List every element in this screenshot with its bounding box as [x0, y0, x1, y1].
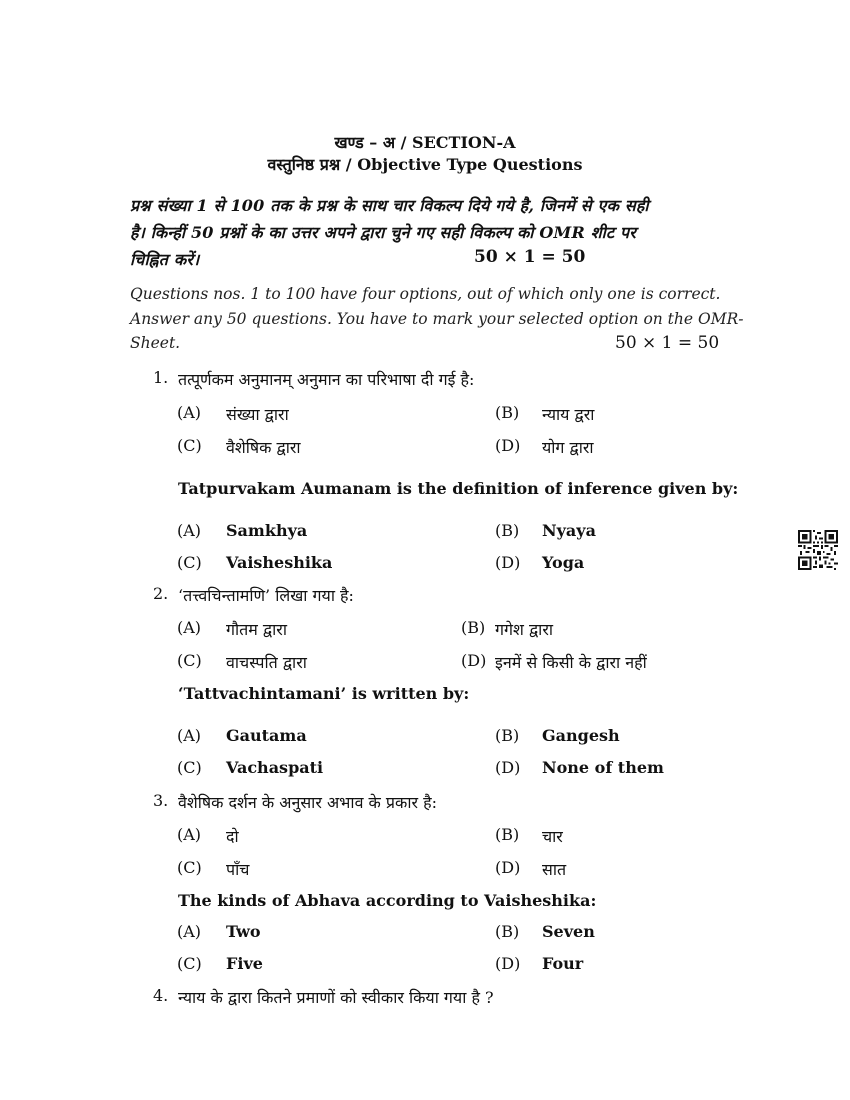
option-c-letter-en: (C)	[177, 553, 202, 572]
question-number: 2.	[153, 584, 169, 603]
option-b-text: गगेश द्वारा	[495, 620, 554, 639]
option-b-letter-en: (B)	[495, 726, 520, 745]
question-text-hindi: वैशेषिक दर्शन के अनुसार अभाव के प्रकार है:	[178, 793, 437, 812]
option-b-letter-en: (B)	[495, 922, 520, 941]
question-text-english: The kinds of Abhava according to Vaisheshika:	[178, 891, 597, 910]
option-d-letter-en: (D)	[495, 758, 521, 777]
option-b-text-en: Nyaya	[542, 521, 596, 540]
qr-code-icon	[798, 530, 838, 570]
option-b-text: न्याय द्वरा	[542, 405, 595, 424]
option-b-letter: (B)	[495, 825, 520, 844]
option-a-letter: (A)	[177, 403, 202, 422]
question-number: 1.	[153, 368, 169, 387]
question-number: 3.	[153, 791, 169, 810]
objective-type-heading: वस्तुनिष्ठ प्रश्न / Objective Type Questions	[267, 155, 583, 174]
option-c-letter: (C)	[177, 651, 202, 670]
hindi-instruction-line-1: प्रश्न संख्या 1 से 100 तक के प्रश्न के साथ चार विकल्प दिये गये है, जिनमें से एक सही	[130, 196, 649, 215]
option-d-letter: (D)	[461, 651, 487, 670]
section-heading: खण्ड – अ / SECTION-A	[334, 133, 516, 152]
question-text-english: Tatpurvakam Aumanam is the definition of inference given by:	[178, 479, 739, 498]
option-a-text-en: Samkhya	[226, 521, 308, 540]
option-a-text: दो	[226, 827, 239, 846]
option-b-letter: (B)	[495, 403, 520, 422]
english-instruction-line-3: Sheet.	[130, 334, 181, 352]
option-c-letter-en: (C)	[177, 758, 202, 777]
option-a-letter-en: (A)	[177, 922, 202, 941]
option-d-text-en: Yoga	[542, 553, 585, 572]
option-d-letter-en: (D)	[495, 553, 521, 572]
option-d-text: इनमें से किसी के द्वारा नहीं	[495, 653, 647, 672]
option-a-text: गौतम द्वारा	[226, 620, 287, 639]
option-c-letter: (C)	[177, 858, 202, 877]
option-d-text: सात	[542, 860, 567, 879]
option-a-text-en: Two	[226, 922, 261, 941]
option-a-text-en: Gautama	[226, 726, 307, 745]
question-number: 4.	[153, 986, 169, 1005]
option-c-text-en: Five	[226, 954, 263, 973]
option-d-letter: (D)	[495, 858, 521, 877]
option-d-text-en: None of them	[542, 758, 664, 777]
option-a-letter-en: (A)	[177, 726, 202, 745]
option-b-letter: (B)	[461, 618, 486, 637]
option-b-text-en: Gangesh	[542, 726, 620, 745]
question-text-hindi: ‘तत्त्वचिन्तामणि’ लिखा गया है:	[178, 586, 354, 605]
english-instruction-line-2: Answer any 50 questions. You have to mark your selected option on the OMR-	[130, 310, 744, 328]
option-a-letter: (A)	[177, 618, 202, 637]
option-b-text: चार	[542, 827, 563, 846]
option-d-text-en: Four	[542, 954, 584, 973]
option-b-letter-en: (B)	[495, 521, 520, 540]
option-c-text-en: Vaisheshika	[226, 553, 333, 572]
option-d-text: योग द्वारा	[542, 438, 594, 457]
question-text-hindi: तत्पूर्णकम अनुमानम् अनुमान का परिभाषा दी गई है:	[178, 370, 475, 389]
english-instruction-line-1: Questions nos. 1 to 100 have four options, out of which only one is correct.	[130, 285, 721, 303]
hindi-instruction-line-2: है। किन्हीं 50 प्रश्नों के का उत्तर अपने द्वारा चुने गए सही विकल्प को OMR शीट पर	[130, 223, 637, 242]
hindi-marks-formula: 50 × 1 = 50	[474, 247, 586, 267]
hindi-instruction-line-3: चिह्नित करें।	[130, 250, 200, 269]
option-c-text-en: Vachaspati	[226, 758, 324, 777]
option-c-letter: (C)	[177, 436, 202, 455]
option-d-letter: (D)	[495, 436, 521, 455]
option-c-letter-en: (C)	[177, 954, 202, 973]
question-text-hindi: न्याय के द्वारा कितने प्रमाणों को स्वीकार किया गया है ?	[178, 988, 494, 1007]
option-a-text: संख्या द्वारा	[226, 405, 289, 424]
option-a-letter: (A)	[177, 825, 202, 844]
option-c-text: वैशेषिक द्वारा	[226, 438, 301, 457]
question-text-english: ‘Tattvachintamani’ is written by:	[178, 684, 470, 703]
option-c-text: पाँच	[226, 860, 250, 879]
option-d-letter-en: (D)	[495, 954, 521, 973]
english-marks-formula: 50 × 1 = 50	[615, 333, 720, 353]
option-a-letter-en: (A)	[177, 521, 202, 540]
option-b-text-en: Seven	[542, 922, 595, 941]
option-c-text: वाचस्पति द्वारा	[226, 653, 307, 672]
